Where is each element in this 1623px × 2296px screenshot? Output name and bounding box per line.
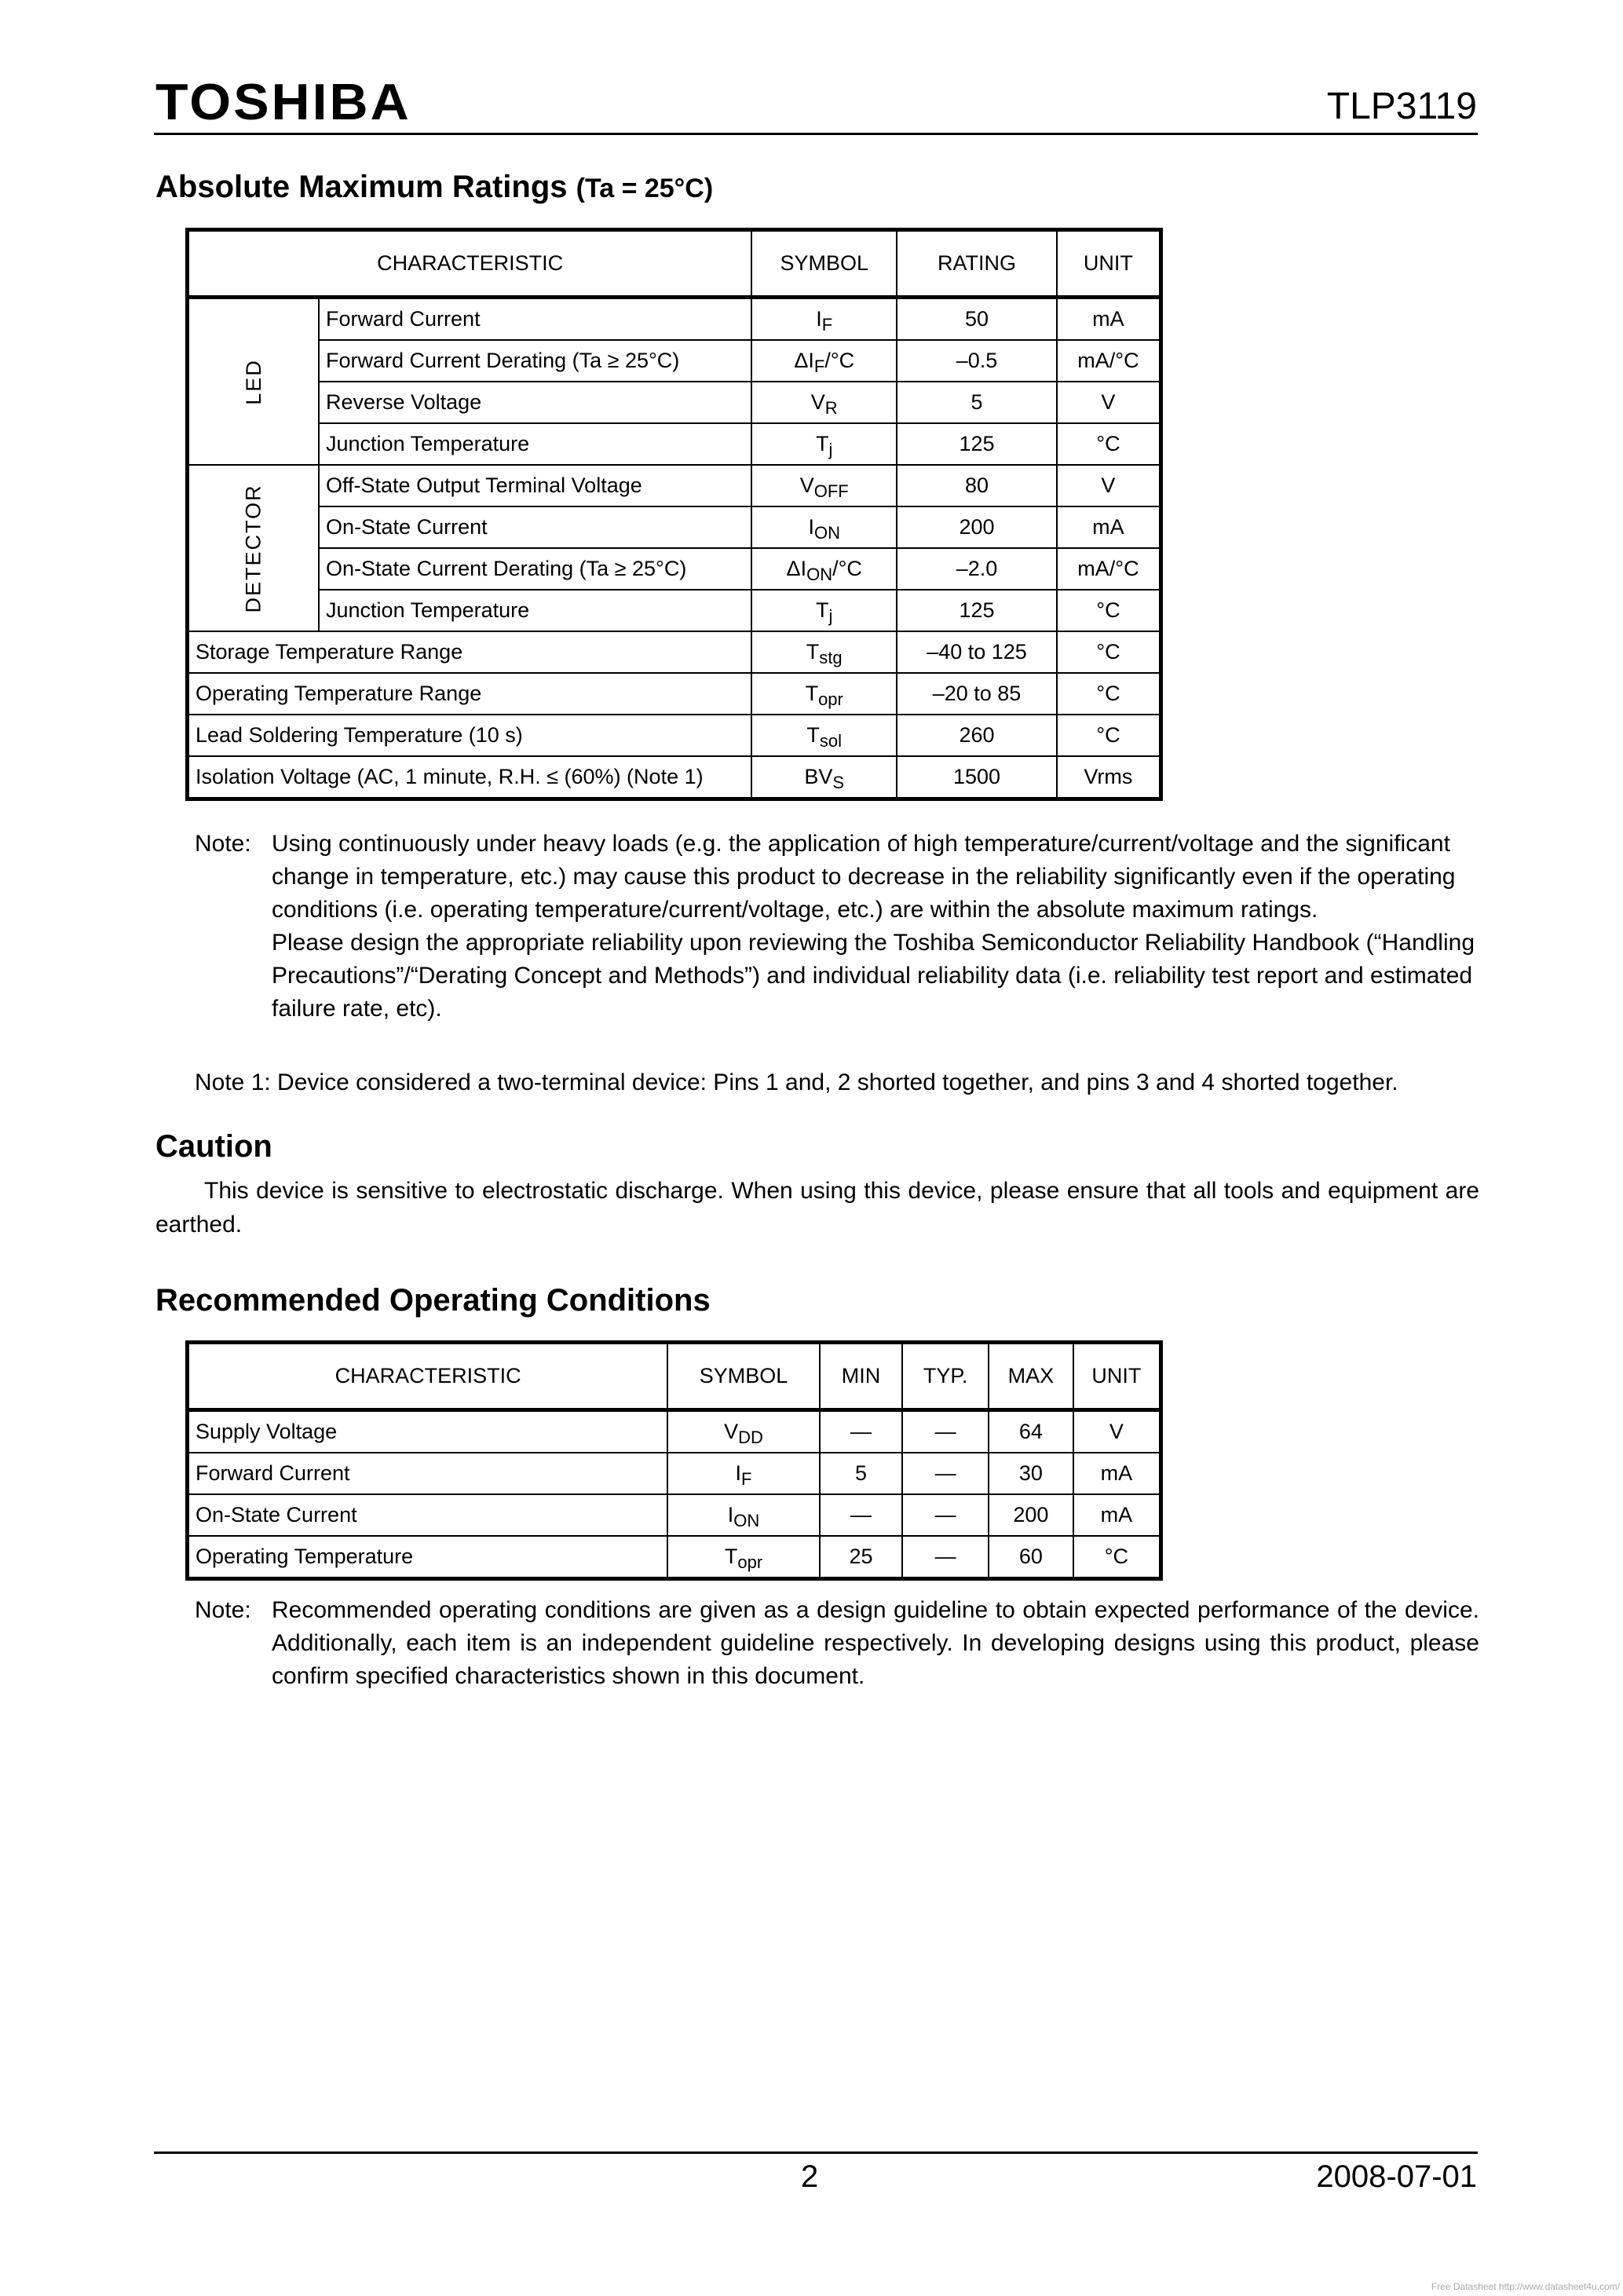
amr-header-row — [188, 230, 1161, 298]
typ-cell: — — [902, 1494, 989, 1536]
part-number: TLP3119 — [1326, 86, 1477, 127]
amr-note-para2: Please design the appropriate reliability upon reviewing the Toshiba Semiconductor Reliability Handbook (“Handling Precautions”/“Derating Concept and Methods”) and individual reliability data (i.e. reliability test report and estimated failure rate, etc). — [272, 930, 1475, 1022]
symbol-cell: $BV_S$ — [751, 756, 897, 799]
characteristic-cell: Operating Temperature Range — [188, 673, 752, 715]
table-row — [188, 382, 1161, 423]
typ-cell: — — [902, 1536, 989, 1579]
characteristic-cell: Reverse Voltage — [319, 382, 751, 423]
characteristic-cell: Forward Current — [188, 1453, 668, 1494]
caution-title: Caution — [155, 1129, 272, 1164]
footer-rule — [154, 2152, 1478, 2154]
symbol-cell: $I_{ON}$ — [667, 1494, 819, 1536]
table-row — [188, 506, 1161, 548]
unit-cell: °C — [1057, 673, 1161, 715]
rating-cell: 1500 — [897, 756, 1057, 799]
amr-condition: (Ta = 25°C) — [576, 174, 714, 203]
symbol-cell: $T_{stg}$ — [751, 631, 897, 673]
note-1: Note 1: Device considered a two-terminal device: Pins 1 and, 2 shorted together, and pins 3 and 4 shorted together. — [195, 1069, 1398, 1095]
unit-cell: °C — [1057, 590, 1161, 631]
max-cell: 60 — [989, 1536, 1073, 1579]
symbol-cell: $I_{ON}$ — [751, 506, 897, 548]
symbol-cell: $\Delta I_{ON}/^\circ C$ — [751, 548, 897, 590]
amr-col-characteristic: CHARACTERISTIC — [188, 230, 752, 298]
table-row — [188, 548, 1161, 590]
min-cell: — — [820, 1410, 903, 1453]
amr-heading — [155, 171, 713, 203]
rating-cell: 125 — [897, 590, 1057, 631]
min-cell: — — [820, 1494, 903, 1536]
roc-col-unit: UNIT — [1073, 1343, 1161, 1410]
unit-cell: V — [1057, 465, 1161, 506]
caution-text: This device is sensitive to electrostatic discharge. When using this device, please ensure that all tools and equipment are earthed. — [155, 1178, 1479, 1238]
unit-cell: Vrms — [1057, 756, 1161, 799]
rating-cell: –0.5 — [897, 340, 1057, 382]
roc-col-symbol: SYMBOL — [667, 1343, 819, 1410]
unit-cell: V — [1073, 1410, 1161, 1453]
characteristic-cell: Supply Voltage — [188, 1410, 668, 1453]
unit-cell: °C — [1073, 1536, 1161, 1579]
header-rule — [154, 133, 1478, 135]
roc-title: Recommended Operating Conditions — [155, 1283, 711, 1318]
rating-cell: 200 — [897, 506, 1057, 548]
table-row — [188, 756, 1161, 799]
unit-cell: mA — [1073, 1494, 1161, 1536]
characteristic-cell: Operating Temperature — [188, 1536, 668, 1579]
table-row — [188, 298, 1161, 341]
symbol-cell: $V_{DD}$ — [667, 1410, 819, 1453]
max-cell: 200 — [989, 1494, 1073, 1536]
rating-cell: 80 — [897, 465, 1057, 506]
roc-col-max: MAX — [989, 1343, 1073, 1410]
table-row — [188, 715, 1161, 756]
table-row — [188, 1410, 1161, 1453]
typ-cell: — — [902, 1453, 989, 1494]
typ-cell: — — [902, 1410, 989, 1453]
unit-cell: V — [1057, 382, 1161, 423]
led-group-label: LED — [188, 298, 320, 466]
unit-cell: mA/°C — [1057, 340, 1161, 382]
roc-heading — [155, 1285, 711, 1316]
watermark: Free Datasheet http://www.datasheet4u.com/ — [1431, 2281, 1620, 2292]
characteristic-cell: Junction Temperature — [319, 423, 751, 465]
unit-cell: mA/°C — [1057, 548, 1161, 590]
table-row — [188, 465, 1161, 506]
symbol-cell: $T_j$ — [751, 590, 897, 631]
roc-header-row — [188, 1343, 1161, 1410]
amr-col-unit: UNIT — [1057, 230, 1161, 298]
roc-col-characteristic: CHARACTERISTIC — [188, 1343, 668, 1410]
unit-cell: °C — [1057, 423, 1161, 465]
unit-cell: mA — [1057, 298, 1161, 341]
rating-cell: 125 — [897, 423, 1057, 465]
symbol-cell: $V_{OFF}$ — [751, 465, 897, 506]
characteristic-cell: Off-State Output Terminal Voltage — [319, 465, 751, 506]
table-row — [188, 631, 1161, 673]
max-cell: 64 — [989, 1410, 1073, 1453]
rating-cell: 260 — [897, 715, 1057, 756]
amr-col-rating: RATING — [897, 230, 1057, 298]
characteristic-cell: On-State Current — [319, 506, 751, 548]
table-row — [188, 1536, 1161, 1579]
characteristic-cell: On-State Current Derating (Ta ≥ 25°C) — [319, 548, 751, 590]
unit-cell: mA — [1057, 506, 1161, 548]
characteristic-cell: Forward Current Derating (Ta ≥ 25°C) — [319, 340, 751, 382]
characteristic-cell: Junction Temperature — [319, 590, 751, 631]
max-cell: 30 — [989, 1453, 1073, 1494]
symbol-cell: $T_{sol}$ — [751, 715, 897, 756]
table-row — [188, 1453, 1161, 1494]
min-cell: 25 — [820, 1536, 903, 1579]
rating-cell: 50 — [897, 298, 1057, 341]
roc-col-typ: TYP. — [902, 1343, 989, 1410]
table-row — [188, 340, 1161, 382]
rating-cell: 5 — [897, 382, 1057, 423]
unit-cell: mA — [1073, 1453, 1161, 1494]
roc-note-text: Recommended operating conditions are given as a design guideline to obtain expected performance of the device. Additionally, each item is an independent guideline respectively. In developing designs using this product, please confirm specified characteristics shown in this document. — [272, 1597, 1479, 1689]
symbol-cell: $I_F$ — [667, 1453, 819, 1494]
symbol-cell: $I_F$ — [751, 298, 897, 341]
min-cell: 5 — [820, 1453, 903, 1494]
characteristic-cell: Isolation Voltage (AC, 1 minute, R.H. ≤ (60%) (Note 1) — [188, 756, 752, 799]
caution-heading — [155, 1131, 272, 1162]
characteristic-cell: On-State Current — [188, 1494, 668, 1536]
document-date: 2008-07-01 — [1316, 2159, 1477, 2194]
roc-col-min: MIN — [820, 1343, 903, 1410]
unit-cell: °C — [1057, 631, 1161, 673]
rating-cell: –20 to 85 — [897, 673, 1057, 715]
amr-title: Absolute Maximum Ratings — [155, 170, 568, 204]
symbol-cell: $V_R$ — [751, 382, 897, 423]
rating-cell: –2.0 — [897, 548, 1057, 590]
symbol-cell: $\Delta I_F/^\circ C$ — [751, 340, 897, 382]
symbol-cell: $T_{opr}$ — [751, 673, 897, 715]
amr-note — [195, 828, 1479, 1026]
table-row — [188, 423, 1161, 465]
table-row — [188, 590, 1161, 631]
page-number: 2 — [801, 2159, 819, 2194]
characteristic-cell: Storage Temperature Range — [188, 631, 752, 673]
roc-table — [185, 1340, 1163, 1581]
amr-table — [185, 228, 1163, 801]
unit-cell: °C — [1057, 715, 1161, 756]
amr-col-symbol: SYMBOL — [751, 230, 897, 298]
toshiba-logo: TOSHIBA — [155, 73, 411, 131]
roc-note — [195, 1594, 1479, 1693]
roc-note-label: Note: — [195, 1597, 251, 1623]
amr-note-label: Note: — [195, 831, 251, 857]
characteristic-cell: Lead Soldering Temperature (10 s) — [188, 715, 752, 756]
symbol-cell: $T_j$ — [751, 423, 897, 465]
characteristic-cell: Forward Current — [319, 298, 751, 341]
detector-group-label: DETECTOR — [188, 465, 320, 631]
symbol-cell: $T_{opr}$ — [667, 1536, 819, 1579]
table-row — [188, 673, 1161, 715]
amr-note-para1: Using continuously under heavy loads (e.g. the application of high temperature/current/voltage and the significant change in temperature, etc.) may cause this product to decrease in the reliability significantly even if the operating conditions (i.e. operating temperature/current/voltage, etc.) are within the absolute maximum ratings. — [272, 831, 1456, 923]
table-row — [188, 1494, 1161, 1536]
rating-cell: –40 to 125 — [897, 631, 1057, 673]
